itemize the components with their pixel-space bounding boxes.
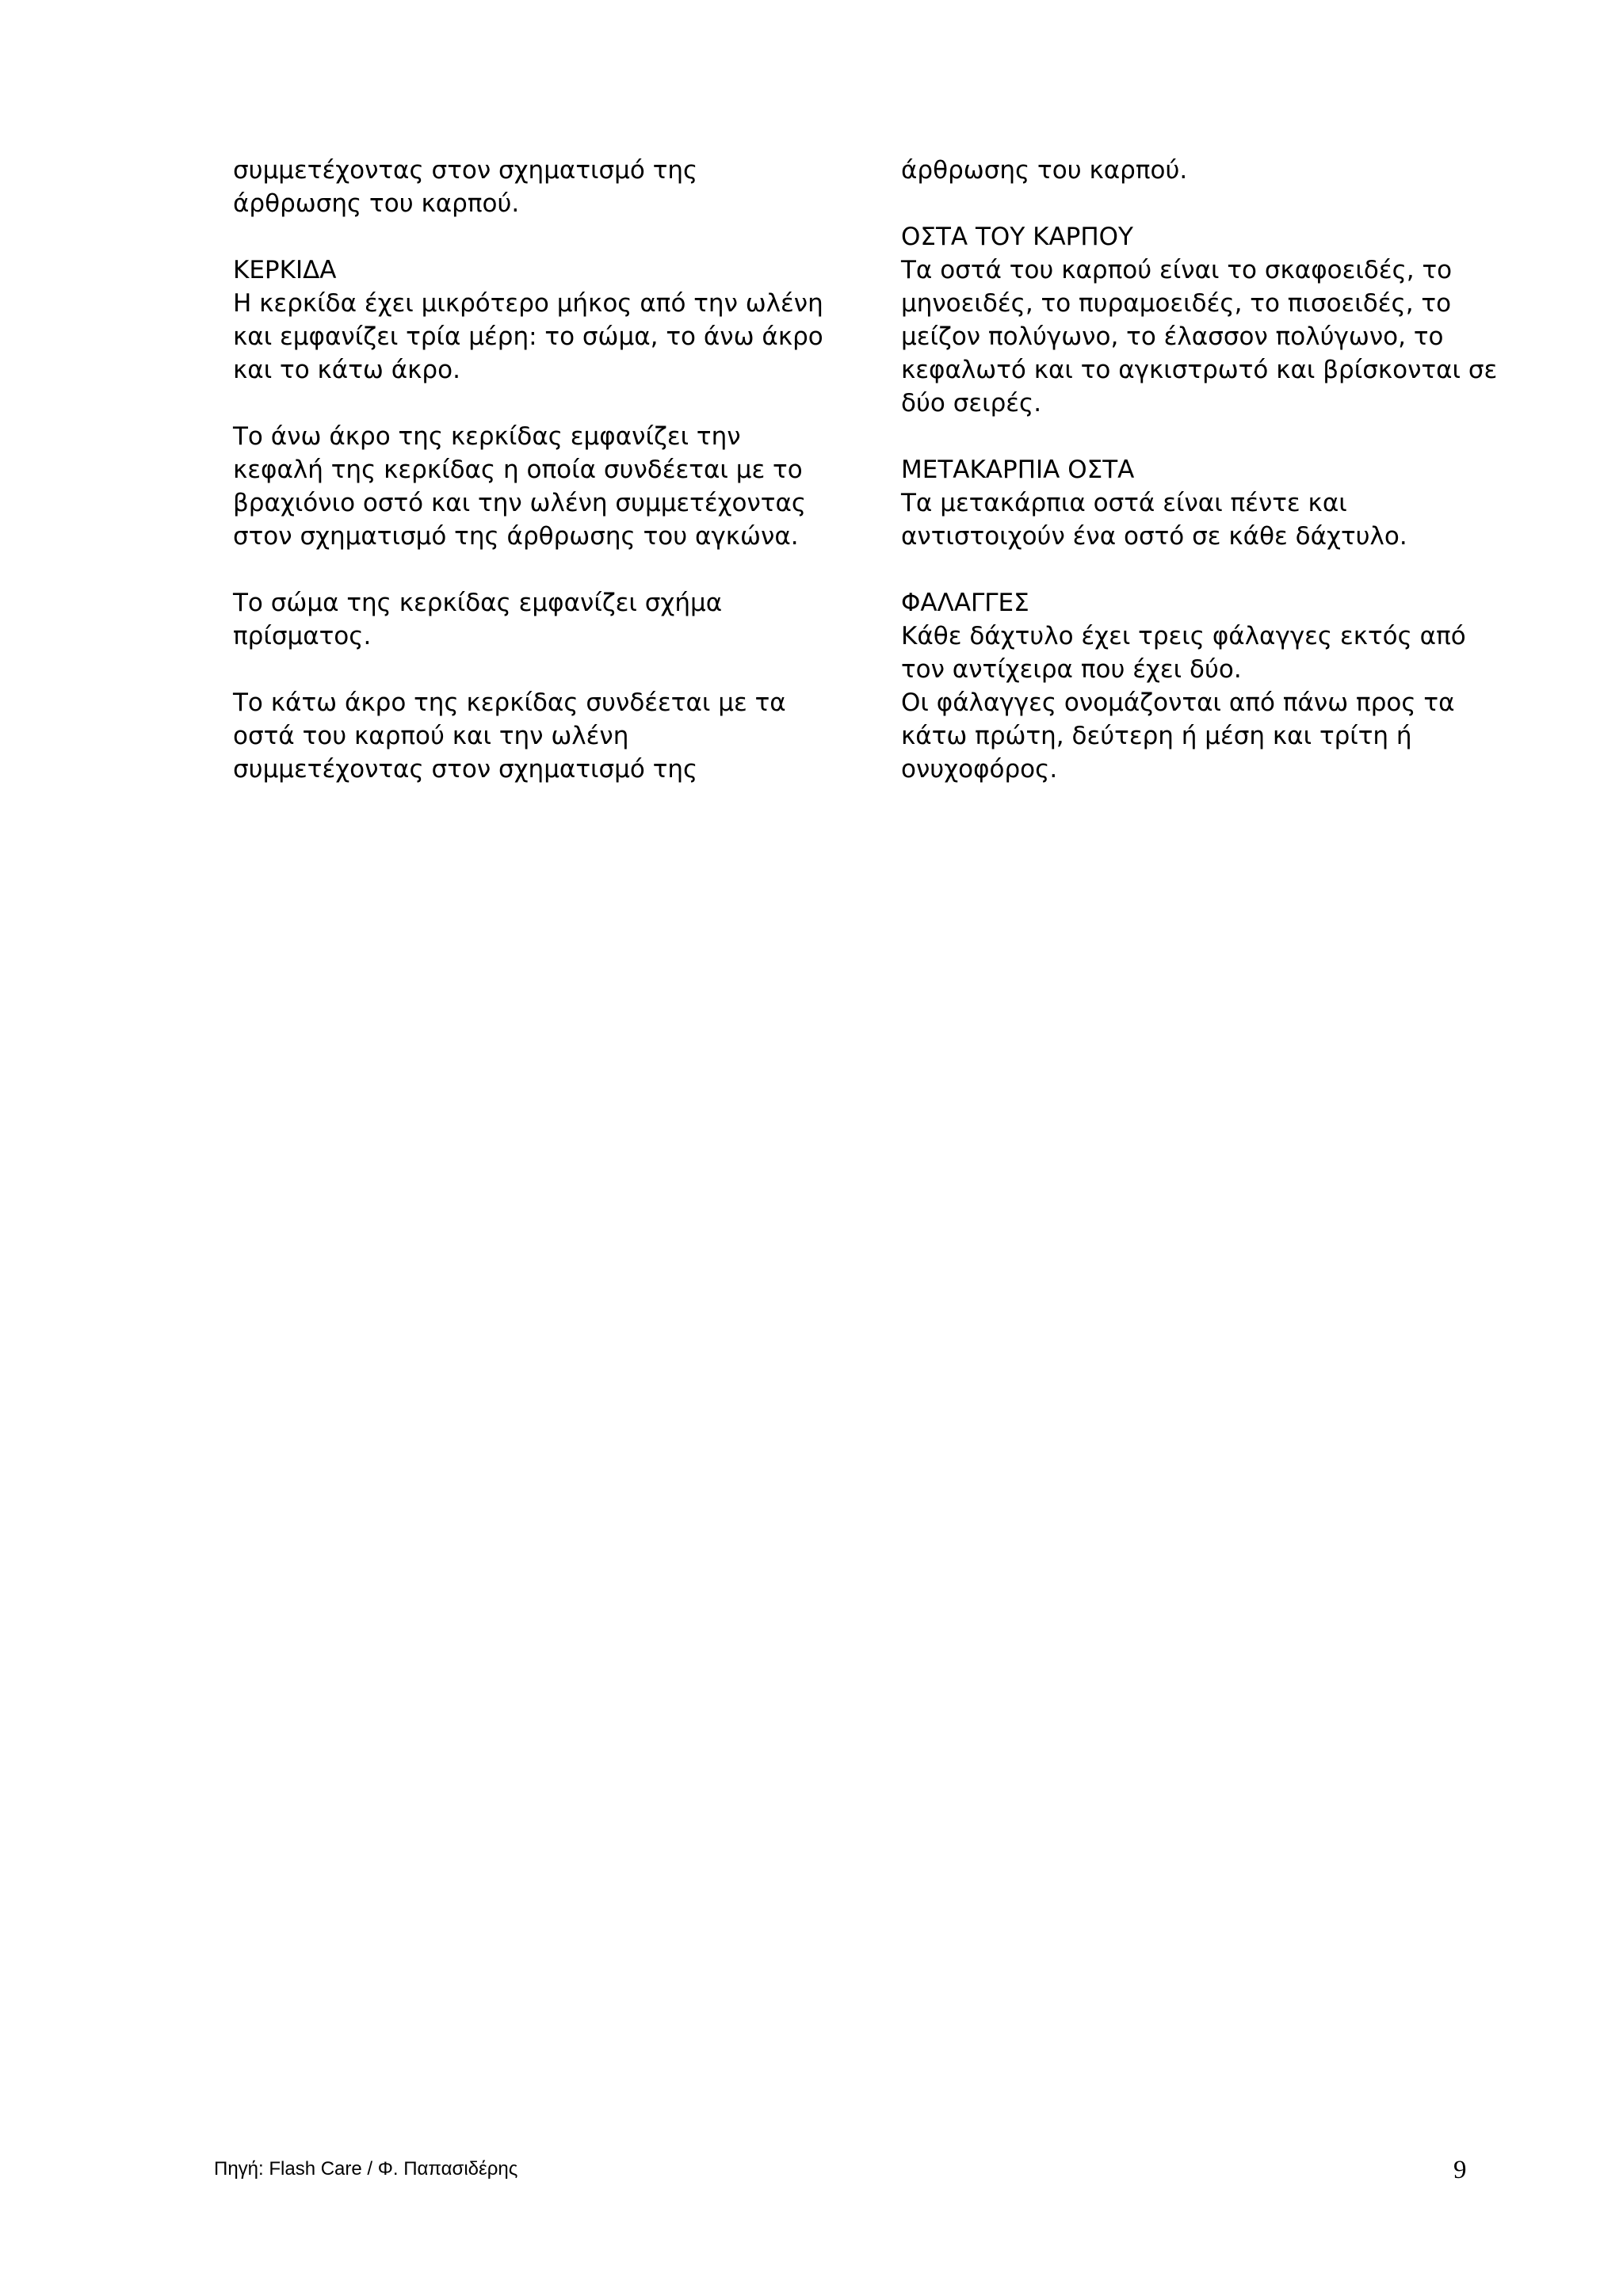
body-text-line: κάτω πρώτη, δεύτερη ή μέση και τρίτη ή <box>901 722 1412 750</box>
page-number: 9 <box>1453 2156 1467 2184</box>
section-heading-osta-karpou: ΟΣΤΑ ΤΟΥ ΚΑΡΠΟΥ <box>901 223 1133 251</box>
body-text-line: Το άνω άκρο της κερκίδας εμφανίζει την <box>233 422 741 451</box>
body-text-line: Οι φάλαγγες ονομάζονται από πάνω προς τα <box>901 688 1455 717</box>
body-text-line: οστά του καρπού και την ωλένη <box>233 722 629 750</box>
body-text-line: άρθρωσης του καρπού. <box>901 156 1188 185</box>
body-text-line: πρίσματος. <box>233 622 372 650</box>
body-text-line: συμμετέχοντας στον σχηματισμό της <box>233 755 698 784</box>
body-text-line: τον αντίχειρα που έχει δύο. <box>901 655 1242 684</box>
body-text-line: και εμφανίζει τρία μέρη: το σώμα, το άνω άκρο <box>233 322 823 351</box>
section-heading-falagges: ΦΑΛΑΓΓΕΣ <box>901 589 1029 617</box>
body-text-line: Η κερκίδα έχει μικρότερο μήκος από την ωλένη <box>233 289 823 318</box>
footer-source: Πηγή: Flash Care / Φ. Παπασιδέρης <box>214 2158 518 2180</box>
body-text-line: στον σχηματισμό της άρθρωσης του αγκώνα. <box>233 522 799 551</box>
body-text-line: και το κάτω άκρο. <box>233 356 460 384</box>
body-text-line: κεφαλή της κερκίδας η οποία συνδέεται με το <box>233 456 803 484</box>
left-column <box>233 154 823 786</box>
body-text-line: μείζον πολύγωνο, το έλασσον πολύγωνο, το <box>901 322 1444 351</box>
body-text-line: βραχιόνιο οστό και την ωλένη συμμετέχοντας <box>233 489 807 517</box>
section-heading-metakarpia: ΜΕΤΑΚΑΡΠΙΑ ΟΣΤΑ <box>901 456 1135 484</box>
body-text-line: Τα μετακάρπια οστά είναι πέντε και <box>901 489 1347 517</box>
body-text-line: Κάθε δάχτυλο έχει τρεις φάλαγγες εκτός από <box>901 622 1466 650</box>
body-text-line: ονυχοφόρος. <box>901 755 1058 784</box>
body-text-line: άρθρωσης του καρπού. <box>233 189 520 218</box>
body-text-line: δύο σειρές. <box>901 389 1042 418</box>
body-text-line: Το κάτω άκρο της κερκίδας συνδέεται με τα <box>233 688 786 717</box>
right-column <box>901 154 1498 786</box>
body-text-line: μηνοειδές, το πυραμοειδές, το πισοειδές, το <box>901 289 1452 318</box>
body-text-line: συμμετέχοντας στον σχηματισμό της <box>233 156 698 185</box>
body-text-line: Τα οστά του καρπού είναι το σκαφοειδές, το <box>901 256 1453 284</box>
body-text-line: κεφαλωτό και το αγκιστρωτό και βρίσκονται σε <box>901 356 1498 384</box>
body-text-line: Το σώμα της κερκίδας εμφανίζει σχήμα <box>233 589 723 617</box>
body-text-line: αντιστοιχούν ένα οστό σε κάθε δάχτυλο. <box>901 522 1407 551</box>
section-heading-kerkida: ΚΕΡΚΙΔΑ <box>233 256 337 284</box>
